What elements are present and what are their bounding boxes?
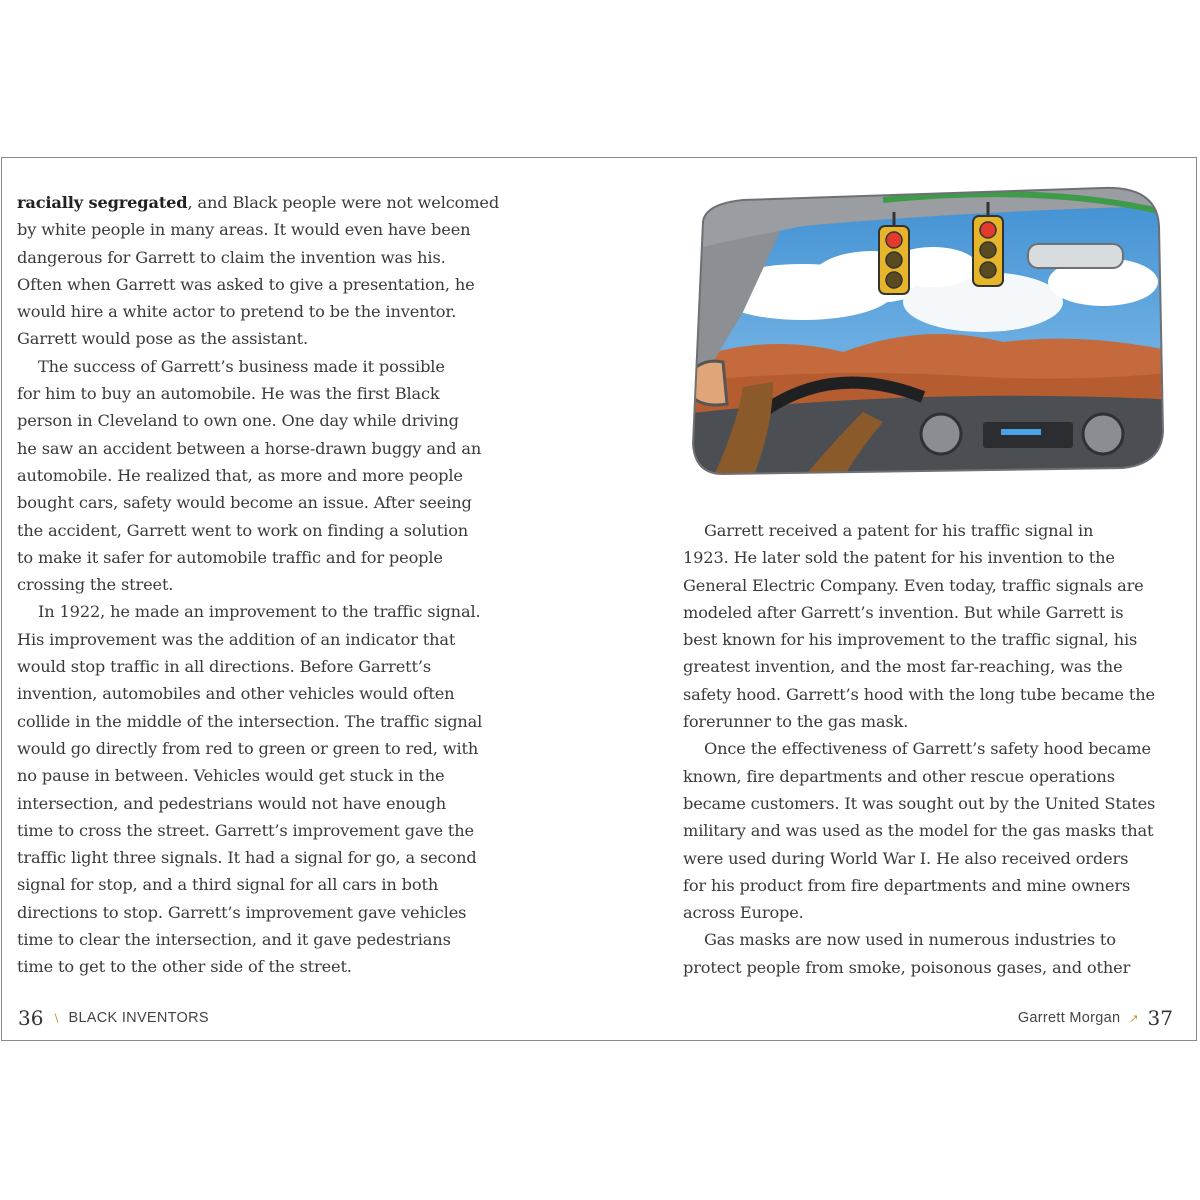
text-line: In 1922, he made an improvement to the traffic signal. — [38, 602, 481, 622]
text-line: protect people from smoke, poisonous gases, and other — [683, 957, 1131, 977]
air-vent — [1083, 414, 1123, 454]
text-line: automobile. He realized that, as more and more people — [17, 465, 463, 485]
text-line: traffic light three signals. It had a signal for go, a second — [17, 848, 477, 868]
text-line: known, fire departments and other rescue operations — [683, 766, 1115, 786]
air-vent — [921, 414, 961, 454]
text-line: were used during World War I. He also received orders — [683, 848, 1129, 868]
text-line: Often when Garrett was asked to give a presentation, he — [17, 274, 475, 294]
left-page-text — [17, 189, 507, 981]
text-line: would go directly from red to green or green to red, with — [17, 738, 479, 758]
text-line: greatest invention, and the most far-reaching, was the — [683, 657, 1123, 677]
text-line: invention, automobiles and other vehicles would often — [17, 684, 455, 704]
text-line: dangerous for Garrett to claim the invention was his. — [17, 247, 446, 267]
text-line: Once the effectiveness of Garrett’s safety hood became — [704, 739, 1151, 759]
text-line: General Electric Company. Even today, traffic signals are — [683, 575, 1144, 595]
text-line: Garrett would pose as the assistant. — [17, 329, 308, 349]
text-line: intersection, and pedestrians would not have enough — [17, 793, 447, 813]
running-head: Garrett Morgan — [1017, 1010, 1121, 1026]
text-line: collide in the middle of the intersection. The traffic signal — [17, 711, 483, 731]
text-line: person in Cleveland to own one. One day while driving — [17, 411, 459, 431]
text-line: would stop traffic in all directions. Before Garrett’s — [17, 657, 431, 677]
text-line: to make it safer for automobile traffic and for people — [17, 547, 443, 567]
ornament-tick-icon: ↗ — [1129, 1012, 1139, 1025]
text-line: the accident, Garrett went to work on finding a solution — [17, 520, 469, 540]
text-line — [17, 189, 507, 216]
text-line: 1923. He later sold the patent for his invention to the — [683, 548, 1115, 568]
bold-term: racially segregated — [17, 193, 188, 212]
car-dashboard-illustration — [683, 182, 1177, 478]
text-line: Garrett received a patent for his traffic signal in — [704, 521, 1094, 540]
left-folio — [18, 1006, 209, 1030]
radio-screen — [1001, 429, 1041, 435]
text-line: time to cross the street. Garrett’s improvement gave the — [17, 820, 474, 840]
book-spread — [1, 157, 1197, 1041]
right-page-text — [683, 517, 1173, 981]
text-line: forerunner to the gas mask. — [683, 712, 909, 732]
text-line: for his product from fire departments and mine owners — [683, 875, 1131, 895]
text-line: no pause in between. Vehicles would get stuck in the — [17, 766, 445, 786]
ornament-tick-icon: ∖ — [52, 1012, 60, 1025]
text-line: he saw an accident between a horse-drawn buggy and an — [17, 438, 482, 458]
text-line: Gas masks are now used in numerous industries to — [704, 930, 1116, 950]
text-line: time to get to the other side of the street. — [17, 957, 352, 977]
text-line: time to clear the intersection, and it gave pedestrians — [17, 930, 451, 950]
text-line: would hire a white actor to pretend to be the inventor. — [17, 302, 457, 322]
text-line: safety hood. Garrett’s hood with the long tube became the — [683, 684, 1155, 704]
text-line: became customers. It was sought out by the United States — [683, 793, 1156, 813]
text-line: by white people in many areas. It would even have been — [17, 220, 471, 240]
text-line: His improvement was the addition of an indicator that — [17, 629, 456, 649]
text-line: military and was used as the model for the gas masks that — [683, 821, 1154, 841]
right-page — [600, 158, 1198, 1040]
text-line: for him to buy an automobile. He was the first Black — [17, 384, 440, 404]
page-number: 36 — [18, 1006, 44, 1030]
left-page — [2, 158, 600, 1040]
text-line: crossing the street. — [17, 575, 174, 595]
rearview-mirror — [1028, 244, 1123, 268]
text-line: The success of Garrett’s business made it possible — [38, 356, 445, 376]
text-line: best known for his improvement to the traffic signal, his — [683, 630, 1138, 650]
text-span: , and Black people were not welcomed — [187, 193, 500, 212]
running-head: BLACK INVENTORS — [68, 1010, 209, 1026]
text-line: across Europe. — [683, 903, 804, 923]
text-line: modeled after Garrett’s invention. But while Garrett is — [683, 602, 1124, 622]
page-number: 37 — [1147, 1006, 1173, 1030]
text-line: signal for stop, and a third signal for all cars in both — [17, 875, 439, 895]
right-folio — [1018, 1006, 1173, 1030]
text-line: bought cars, safety would become an issue. After seeing — [17, 493, 472, 513]
text-line: directions to stop. Garrett’s improvement gave vehicles — [17, 902, 467, 922]
